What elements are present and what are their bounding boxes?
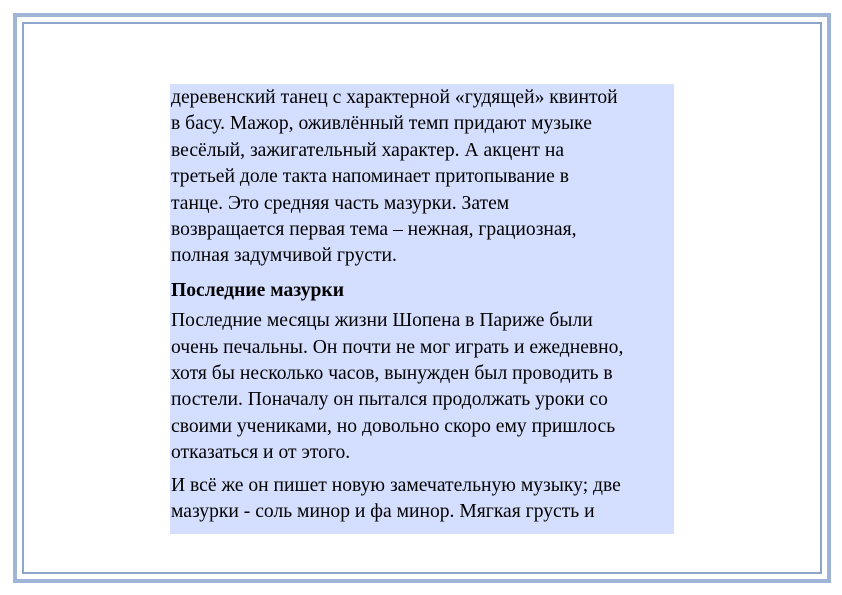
section-heading: Последние мазурки — [171, 279, 344, 301]
text-line: очень печальны. Он почти не мог играть и ежедневно, — [171, 336, 624, 358]
text-line: танце. Это средняя часть мазурки. Затем — [171, 192, 510, 214]
text-line: мазурки - соль минор и фа минор. Мягкая грусть и — [171, 501, 595, 523]
paragraph-2 — [171, 308, 674, 466]
text-line: весёлый, зажигательный характер. А акцент на — [171, 139, 565, 161]
text-line: И всё же он пишет новую замечательную музыку; две — [171, 474, 621, 496]
paragraph-3 — [171, 473, 674, 526]
text-line: полная задумчивой грусти. — [171, 245, 397, 267]
text-line: третьей доле такта напоминает притопывание в — [171, 166, 569, 188]
text-line: отказаться и от этого. — [171, 442, 351, 464]
text-line: своими учениками, но довольно скоро ему пришлось — [171, 415, 616, 437]
text-line: в басу. Мажор, оживлённый темп придают музыке — [171, 113, 592, 135]
text-line: возвращается первая тема – нежная, грациозная, — [171, 219, 577, 241]
text-line: деревенский танец с характерной «гудящей» квинтой — [171, 87, 618, 108]
text-block — [170, 84, 674, 534]
text-line: Последние месяцы жизни Шопена в Париже были — [171, 310, 593, 332]
paragraph-1 — [171, 85, 674, 270]
text-line: хотя бы несколько часов, вынужден был проводить в — [171, 363, 613, 385]
text-line: постели. Поначалу он пытался продолжать уроки со — [171, 389, 608, 411]
